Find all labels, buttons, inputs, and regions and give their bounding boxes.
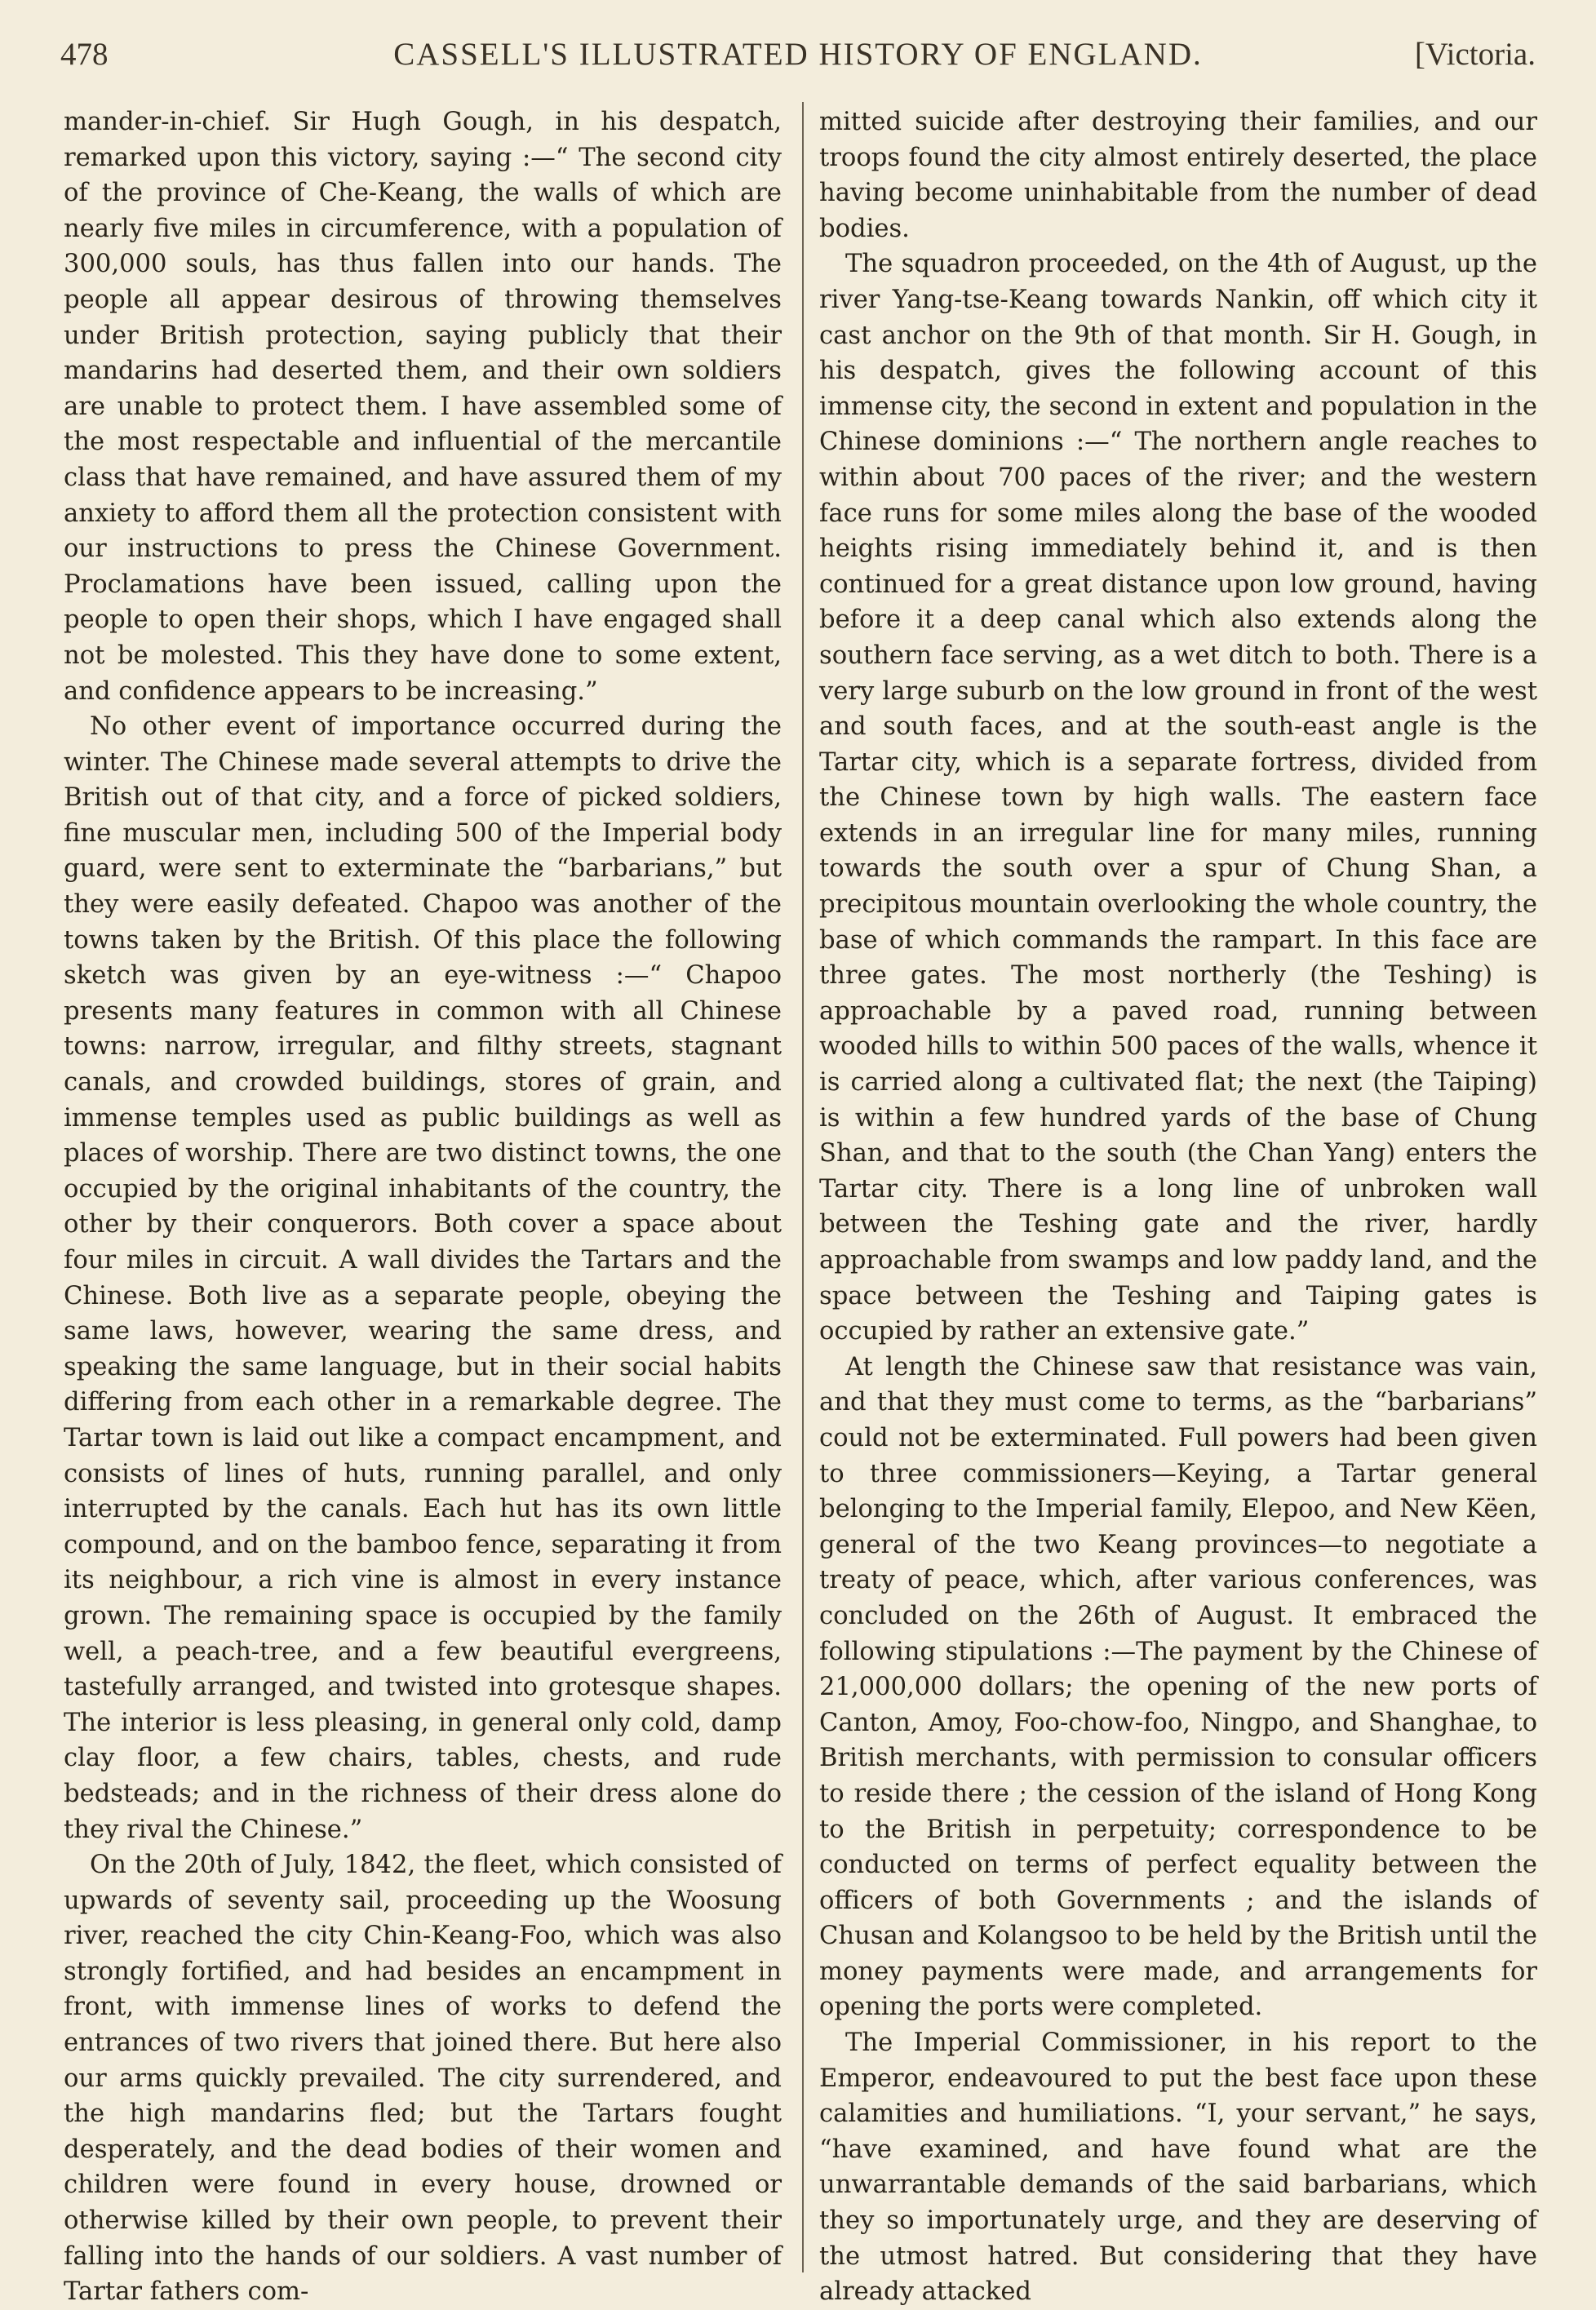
paragraph: mitted suicide after destroying their families, and our troops found the city almost entirely deserted, the place having become uninhabitable from the number of dead bodies. bbox=[819, 108, 1537, 243]
right-column bbox=[819, 104, 1537, 2307]
paragraph: mander-in-chief. Sir Hugh Gough, in his despatch, remarked upon this victory, saying :—“ The second city of the province of Che-Keang, the walls of which are nearly five miles in circumference, with a population of 300,000 souls, has thus fallen into our hands. The people all appear desirous of throwing themselves under British protection, saying publicly that their mandarins had deserted them, and their own soldiers are unable to protect them. I have assembled some of the most respectable and influential of the mercantile class that have remained, and have assured them of my anxiety to afford them all the protection consistent with our instructions to press the Chinese Government. Proclamations have been issued, calling upon the people to open their shops, which I have engaged shall not be molested. This they have done to some extent, and confidence appears to be increasing.” bbox=[64, 108, 782, 706]
page-number: 478 bbox=[60, 37, 109, 72]
column-divider bbox=[802, 102, 804, 2272]
paragraph: The Imperial Commissioner, in his report to the Emperor, endeavoured to put the best face upon these calamities and humiliations. “I, your servant,” he says, “have examined, and have found what are the unwarrantable demands of the said barbarians, which they so importunately urge, and they are deserving of the utmost hatred. But considering that they have already attacked bbox=[819, 2028, 1537, 2307]
paragraph: On the 20th of July, 1842, the fleet, which consisted of upwards of seventy sail, proceeding up the Woosung river, reached the city Chin-Keang-Foo, which was also strongly fortified, and had besides an encampment in front, with immense lines of works to defend the entrances of two rivers that joined there. But here also our arms quickly prevailed. The city surrendered, and the high mandarins fled; but the Tartars fought desperately, and the dead bodies of their women and children were found in every house, drowned or otherwise killed by their own people, to prevent their falling into the hands of our soldiers. A vast number of Tartar fathers com- bbox=[64, 1851, 782, 2307]
left-column bbox=[64, 104, 782, 2307]
running-title: CASSELL'S ILLUSTRATED HISTORY OF ENGLAND. bbox=[393, 37, 1203, 72]
paragraph: No other event of importance occurred during the winter. The Chinese made several attempts to drive the British out of that city, and a force of picked soldiers, fine muscular men, including 500 of the Imperial body guard, were sent to exterminate the “barbarians,” but they were easily defeated. Chapoo was another of the towns taken by the British. Of this place the following sketch was given by an eye-witness :—“ Chapoo presents many features in common with all Chinese towns: narrow, irregular, and filthy streets, stagnant canals, and crowded buildings, stores of grain, and immense temples used as public buildings as well as places of worship. There are two distinct towns, the one occupied by the original inhabitants of the country, the other by their conquerors. Both cover a space about four miles in circuit. A wall divides the Tartars and the Chinese. Both live as a separate people, obeying the same laws, however, wearing the same dress, and speaking the same language, but in their social habits differing from each other in a remarkable degree. The Tartar town is laid out like a compact encampment, and consists of lines of huts, running parallel, and only interrupted by the canals. Each hut has its own little compound, and on the bamboo fence, separating it from its neighbour, a rich vine is almost in every instance grown. The remaining space is occupied by the family well, a peach-tree, and a few beautiful evergreens, tastefully arranged, and twisted into grotesque shapes. The interior is less pleasing, in general only cold, damp clay floor, a few chairs, tables, chests, and rude bedsteads; and in the richness of their dress alone do they rival the Chinese.” bbox=[64, 712, 782, 1844]
page-header bbox=[60, 33, 1536, 82]
paragraph: At length the Chinese saw that resistance was vain, and that they must come to terms, as the “barbarians” could not be exterminated. Full powers had been given to three commissioners—Keying, a Tartar general belonging to the Imperial family, Elepoo, and New Këen, general of the two Keang provinces—to negotiate a treaty of peace, which, after various conferences, was concluded on the 26th of August. It embraced the following stipulations :—The payment by the Chinese of 21,000,000 dollars; the opening of the new ports of Canton, Amoy, Foo-chow-foo, Ningpo, and Shanghae, to British merchants, with permission to consular officers to reside there ; the cession of the island of Hong Kong to the British in perpetuity; correspondence to be conducted on terms of perfect equality between the officers of both Governments ; and the islands of Chusan and Kolangsoo to be held by the British until the money payments were made, and arrangements for opening the ports were completed. bbox=[819, 1352, 1537, 2022]
section-label: [Victoria. bbox=[1414, 37, 1536, 72]
paragraph: The squadron proceeded, on the 4th of August, up the river Yang-tse-Keang towards Nankin, off which city it cast anchor on the 9th of that month. Sir H. Gough, in his despatch, gives the following account of this immense city, the second in extent and population in the Chinese dominions :—“ The northern angle reaches to within about 700 paces of the river; and the western face runs for some miles along the base of the wooded heights rising immediately behind it, and is then continued for a great distance upon low ground, having before it a deep canal which also extends along the southern face serving, as a wet ditch to both. There is a very large suburb on the low ground in front of the west and south faces, and at the south-east angle is the Tartar city, which is a separate fortress, divided from the Chinese town by high walls. The eastern face extends in an irregular line for many miles, running towards the south over a spur of Chung Shan, a precipitous mountain overlooking the whole country, the base of which commands the rampart. In this face are three gates. The most northerly (the Teshing) is approachable by a paved road, running between wooded hills to within 500 paces of the walls, whence it is carried along a cultivated flat; the next (the Taiping) is within a few hundred yards of the base of Chung Shan, and that to the south (the Chan Yang) enters the Tartar city. There is a long line of unbroken wall between the Teshing gate and the river, hardly approachable from swamps and low paddy land, and the space between the Teshing and Taiping gates is occupied by rather an extensive gate.” bbox=[819, 250, 1537, 1346]
